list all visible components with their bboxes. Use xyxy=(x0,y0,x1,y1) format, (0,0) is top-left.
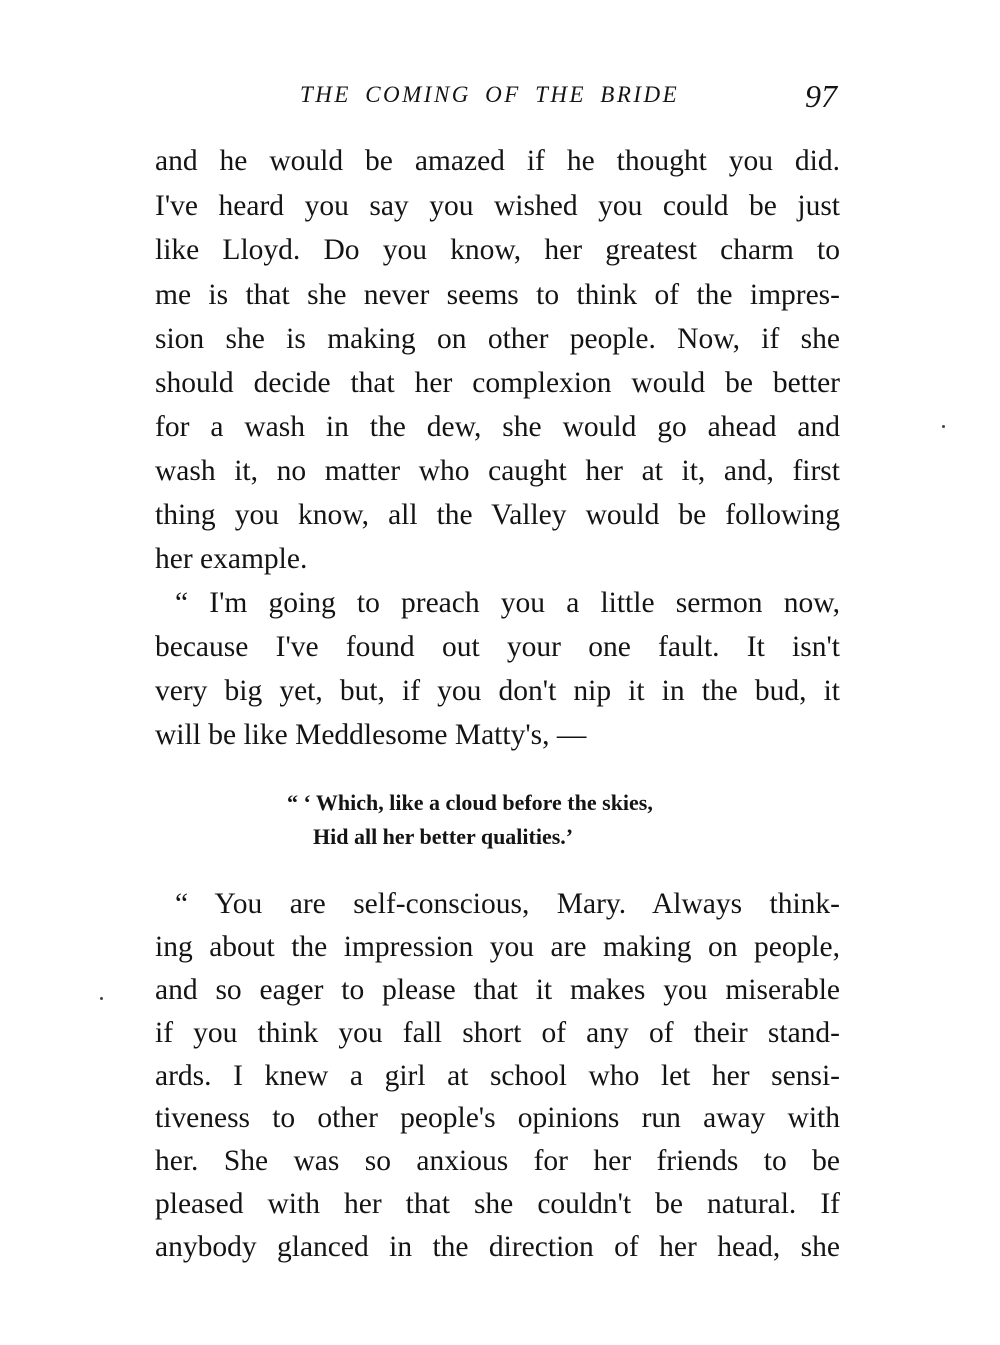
verse-line: “ ‘ Which, like a cloud before the skies, xyxy=(287,790,653,815)
text-line: anybody glanced in the direction of her head, she xyxy=(155,1231,840,1263)
text-line: very big yet, but, if you don't nip it in the bud, it xyxy=(155,675,840,707)
text-line: wash it, no matter who caught her at it, and, first xyxy=(155,455,840,487)
page-number: 97 xyxy=(805,78,837,114)
text-line: tiveness to other people's opinions run away with xyxy=(155,1102,840,1134)
running-head xyxy=(155,78,845,118)
text-line: her. She was so anxious for her friends to be xyxy=(155,1145,840,1177)
text-line: will be like Meddlesome Matty's, — xyxy=(155,719,587,751)
text-line: thing you know, all the Valley would be following xyxy=(155,499,840,531)
text-line: her example. xyxy=(155,543,308,575)
text-line: pleased with her that she couldn't be natural. If xyxy=(155,1188,840,1220)
text-line: like Lloyd. Do you know, her greatest charm to xyxy=(155,234,840,266)
text-line: ards. I knew a girl at school who let her sensi- xyxy=(155,1060,840,1092)
text-line: because I've found out your one fault. It isn't xyxy=(155,631,840,663)
running-title: THE COMING OF THE BRIDE xyxy=(300,82,680,107)
text-line: if you think you fall short of any of their stand- xyxy=(155,1017,840,1049)
text-line: “ I'm going to preach you a little sermon now, xyxy=(175,587,840,619)
text-line: “ You are self-conscious, Mary. Always think- xyxy=(175,888,840,920)
verse-line: Hid all her better qualities.’ xyxy=(313,824,574,849)
text-line: me is that she never seems to think of the impres- xyxy=(155,279,840,311)
text-line: sion she is making on other people. Now, if she xyxy=(155,323,840,355)
text-line: for a wash in the dew, she would go ahead and xyxy=(155,411,840,443)
text-line: ing about the impression you are making on people, xyxy=(155,931,840,963)
scan-speck xyxy=(942,425,945,428)
text-line: and so eager to please that it makes you miserable xyxy=(155,974,840,1006)
text-line: I've heard you say you wished you could be just xyxy=(155,190,840,222)
scan-speck xyxy=(100,997,103,1000)
text-line: and he would be amazed if he thought you did. xyxy=(155,145,840,177)
text-line: should decide that her complexion would be better xyxy=(155,367,840,399)
